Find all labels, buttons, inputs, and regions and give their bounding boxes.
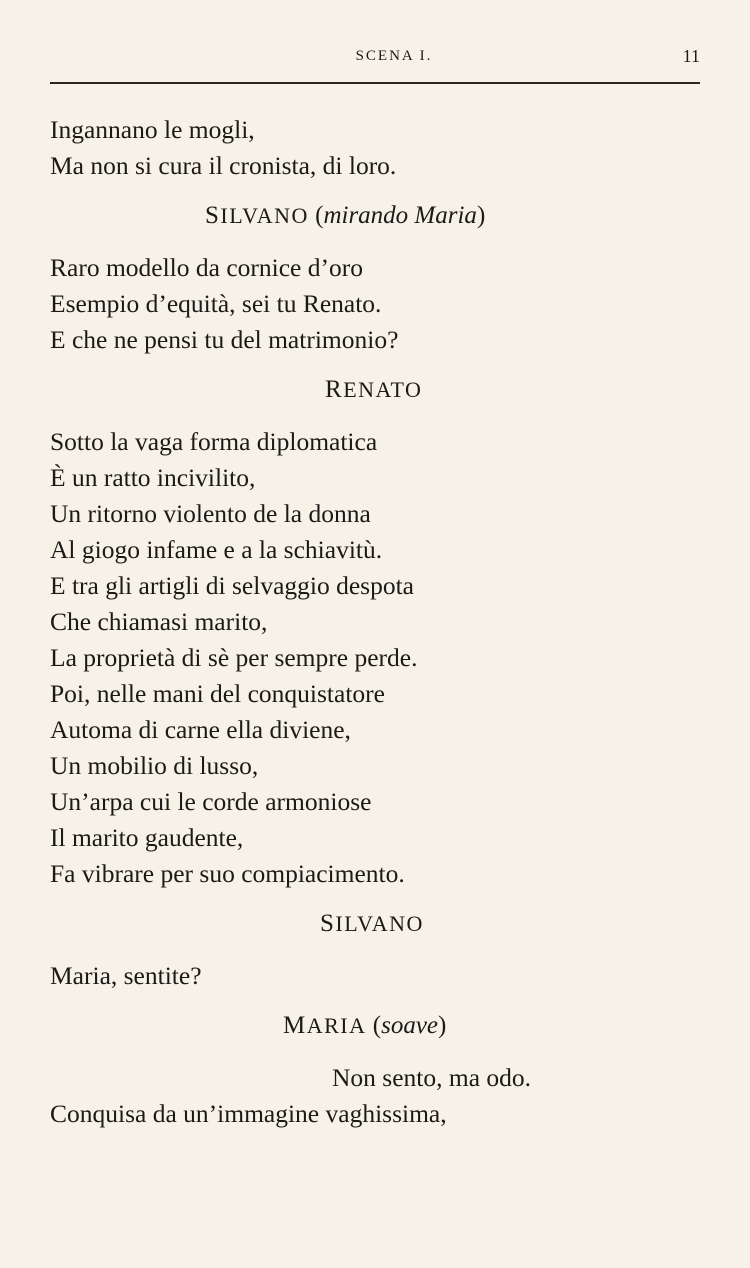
verse-line: Il marito gaudente, — [50, 823, 244, 852]
speaker-name: ENATO — [343, 377, 423, 402]
paren-close: ) — [476, 202, 486, 229]
verse-line: Al giogo infame e a la schiavitù. — [50, 535, 383, 564]
verse-line: Maria, sentite? — [50, 961, 202, 990]
speaker-heading-silvano — [50, 198, 690, 234]
verse-line: Sotto la vaga forma diplomatica — [50, 427, 378, 456]
speaker-initial: M — [283, 1012, 307, 1039]
verse-line: E che ne pensi tu del matrimonio? — [50, 325, 399, 354]
verse-line: Un ritorno violento de la donna — [50, 499, 371, 528]
speaker-heading-silvano — [50, 906, 690, 942]
verse-line: Fa vibrare per suo compiacimento. — [50, 859, 405, 888]
speaker-initial: R — [325, 376, 344, 403]
paren-open: ( — [308, 202, 324, 229]
speaker-heading-renato — [50, 372, 690, 408]
stage-direction: soave — [381, 1012, 439, 1039]
verse-line: Non sento, ma odo. — [332, 1063, 532, 1092]
stage-direction: mirando Maria — [323, 202, 477, 229]
paren-open: ( — [366, 1012, 382, 1039]
verse-line: Poi, nelle mani del conquistatore — [50, 679, 385, 708]
verse-line: Un mobilio di lusso, — [50, 751, 259, 780]
speaker-name: ILVANO — [220, 203, 309, 228]
verse-line: È un ratto incivilito, — [50, 463, 256, 492]
verse-line: Un’arpa cui le corde armoniose — [50, 787, 372, 816]
speaker-name: ILVANO — [335, 911, 424, 936]
verse-line: La proprietà di sè per sempre perde. — [50, 643, 418, 672]
verse-line: Automa di carne ella diviene, — [50, 715, 351, 744]
running-title: SCENA I. — [355, 48, 433, 64]
speaker-initial: S — [320, 910, 336, 937]
verse-line: E tra gli artigli di selvaggio despota — [50, 571, 414, 600]
verse-line: Raro modello da cornice d’oro — [50, 253, 363, 282]
header-rule — [50, 82, 700, 84]
paren-close: ) — [438, 1012, 447, 1039]
verse-line: Che chiamasi marito, — [50, 607, 268, 636]
speaker-heading-maria — [50, 1008, 690, 1044]
speaker-name: ARIA — [306, 1013, 367, 1038]
verse-line: Ma non si cura il cronista, di loro. — [50, 151, 397, 180]
page-number: 11 — [682, 46, 700, 66]
verse-line: Conquisa da un’immagine vaghissima, — [50, 1099, 447, 1128]
speaker-initial: S — [205, 202, 221, 229]
verse-line: Ingannano le mogli, — [50, 115, 255, 144]
play-text — [50, 112, 690, 1132]
page-header — [48, 44, 700, 74]
verse-line: Esempio d’equità, sei tu Renato. — [50, 289, 382, 318]
